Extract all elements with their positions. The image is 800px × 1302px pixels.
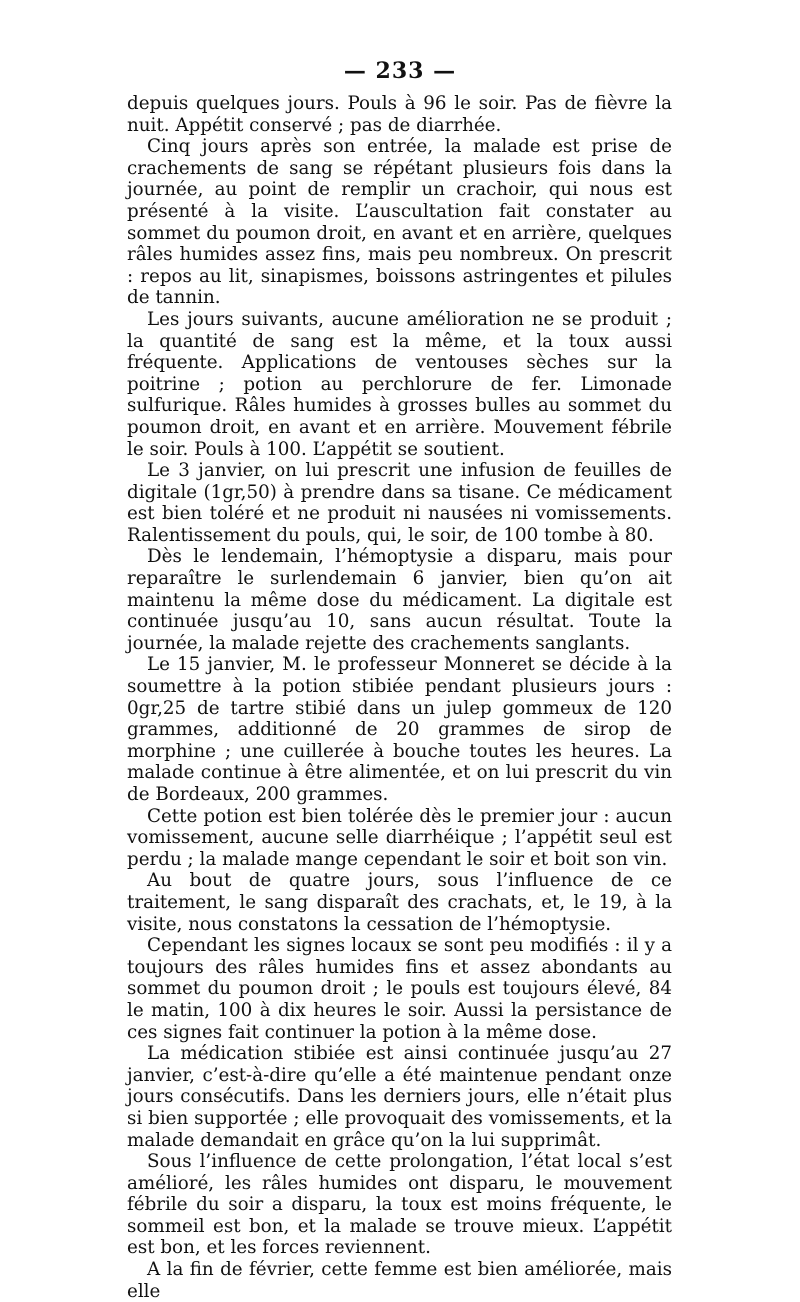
paragraph: Cinq jours après son entrée, la malade est prise de crachements de sang se répétant plusieurs fois dans la journée, au point de remplir un crachoir, qui nous est présenté à la visite. L’auscultation fait constater au sommet du poumon droit, en avant et en arrière, quelques râles humides assez fins, mais peu nombreux. On prescrit : repos au lit, sinapismes, boissons astringentes et pilules de tannin. [127,136,672,309]
paragraph: Le 15 janvier, M. le professeur Monneret se décide à la soumettre à la potion stibiée pendant plusieurs jours : 0gr,25 de tartre stibié dans un julep gommeux de 120 grammes, additionné de 20 grammes de sirop de morphine ; une cuillerée à bouche toutes les heures. La malade continue à être alimentée, et on lui prescrit du vin de Bordeaux, 200 grammes. [127,654,672,805]
paragraph: depuis quelques jours. Pouls à 96 le soir. Pas de fièvre la nuit. Appétit conservé ; pas de diarrhée. [127,93,672,136]
paragraph: Au bout de quatre jours, sous l’influence de ce traitement, le sang disparaît des crachats, et, le 19, à la visite, nous constatons la cessation de l’hémoptysie. [127,870,672,935]
paragraph: La médication stibiée est ainsi continuée jusqu’au 27 janvier, c’est-à-dire qu’elle a été maintenue pendant onze jours consécutifs. Dans les derniers jours, elle n’était plus si bien supportée ; elle provoquait des vomissements, et la malade demandait en grâce qu’on la lui supprimât. [127,1043,672,1151]
paragraph: Sous l’influence de cette prolongation, l’état local s’est amélioré, les râles humides ont disparu, le mouvement fébrile du soir a disparu, la toux est moins fréquente, le sommeil est bon, et la malade se trouve mieux. L’appétit est bon, et les forces reviennent. [127,1151,672,1259]
body-text [127,93,672,1302]
paragraph: Cette potion est bien tolérée dès le premier jour : aucun vomissement, aucune selle diarrhéique ; l’appétit seul est perdu ; la malade mange cependant le soir et boit son vin. [127,805,672,870]
paragraph: Dès le lendemain, l’hémoptysie a disparu, mais pour reparaître le surlendemain 6 janvier, bien qu’on ait maintenu la même dose du médicament. La digitale est continuée jusqu’au 10, sans aucun résultat. Toute la journée, la malade rejette des crachements sanglants. [127,546,672,654]
paragraph: Le 3 janvier, on lui prescrit une infusion de feuilles de digitale (1gr,50) à prendre dans sa tisane. Ce médicament est bien toléré et ne produit ni nausées ni vomissements. Ralentissement du pouls, qui, le soir, de 100 tombe à 80. [127,460,672,546]
paragraph: Les jours suivants, aucune amélioration ne se produit ; la quantité de sang est la même, et la toux aussi fréquente. Applications de ventouses sèches sur la poitrine ; potion au perchlorure de fer. Limonade sulfurique. Râles humides à grosses bulles au sommet du poumon droit, en avant et en arrière. Mouvement fébrile le soir. Pouls à 100. L’appétit se soutient. [127,308,672,460]
page-number: — 233 — [343,58,457,84]
paragraph: A la fin de février, cette femme est bien améliorée, mais elle [127,1259,672,1302]
paragraph: Cependant les signes locaux se sont peu modifiés : il y a toujours des râles humides fins et assez abondants au sommet du poumon droit ; le pouls est toujours élevé, 84 le matin, 100 à dix heures le soir. Aussi la persistance de ces signes fait continuer la potion à la même dose. [127,935,672,1043]
